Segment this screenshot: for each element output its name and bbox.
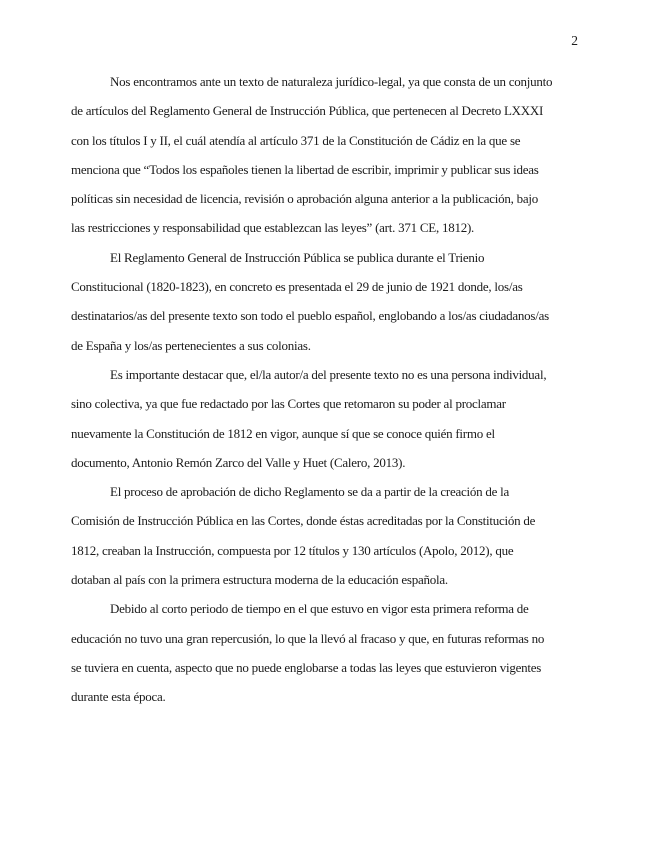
text-line: de artículos del Reglamento General de Instrucción Pública, que pertenecen al Decreto LXXXI: [71, 103, 544, 119]
paragraph: [71, 243, 578, 360]
text-line: durante esta época.: [71, 689, 166, 705]
paragraph: [71, 477, 578, 594]
text-line: menciona que “Todos los españoles tienen la libertad de escribir, imprimir y publicar sus ideas: [71, 161, 539, 177]
text-line: políticas sin necesidad de licencia, revisión o aprobación alguna anterior a la publicación, bajo: [71, 191, 539, 207]
text-line: El Reglamento General de Instrucción Pública se publica durante el Trienio: [110, 249, 485, 265]
text-line: documento, Antonio Remón Zarco del Valle y Huet (Calero, 2013).: [71, 454, 406, 470]
text-line: nuevamente la Constitución de 1812 en vigor, aunque sí que se conoce quién firmo el: [71, 425, 495, 441]
text-line: sino colectiva, ya que fue redactado por las Cortes que retomaron su poder al proclamar: [71, 396, 506, 412]
page-number: 2: [571, 33, 578, 48]
text-line: El proceso de aprobación de dicho Reglamento se da a partir de la creación de la: [110, 484, 510, 500]
text-line: Nos encontramos ante un texto de naturaleza jurídico-legal, ya que consta de un conjunto: [110, 74, 553, 89]
document-body: [71, 67, 578, 712]
paragraph: [71, 594, 578, 711]
paragraph: [71, 360, 578, 477]
text-line: Es importante destacar que, el/la autor/a del presente texto no es una persona individual,: [110, 366, 547, 382]
text-line: destinatarios/as del presente texto son todo el pueblo español, englobando a los/as ciudadanos/as: [71, 308, 549, 324]
text-line: de España y los/as pertenecientes a sus colonias.: [71, 337, 311, 353]
text-line: se tuviera en cuenta, aspecto que no puede englobarse a todas las leyes que estuvieron vigentes: [71, 659, 542, 675]
text-line: Comisión de Instrucción Pública en las Cortes, donde éstas acreditadas por la Constitución de: [71, 513, 536, 529]
paragraph: [71, 67, 578, 243]
text-line: las restricciones y responsabilidad que establezcan las leyes” (art. 371 CE, 1812).: [71, 220, 475, 236]
text-line: Constitucional (1820-1823), en concreto es presentada el 29 de junio de 1921 donde, los/as: [71, 279, 523, 295]
text-line: educación no tuvo una gran repercusión, lo que la llevó al fracaso y que, en futuras reformas no: [71, 630, 545, 646]
text-line: dotaban al país con la primera estructura moderna de la educación española.: [71, 572, 448, 588]
text-line: 1812, creaban la Instrucción, compuesta por 12 títulos y 130 artículos (Apolo, 2012), que: [71, 542, 514, 558]
text-line: Debido al corto periodo de tiempo en el que estuvo en vigor esta primera reforma de: [110, 601, 529, 617]
text-line: con los títulos I y II, el cuál atendía al artículo 371 de la Constitución de Cádiz en la que se: [71, 132, 521, 148]
